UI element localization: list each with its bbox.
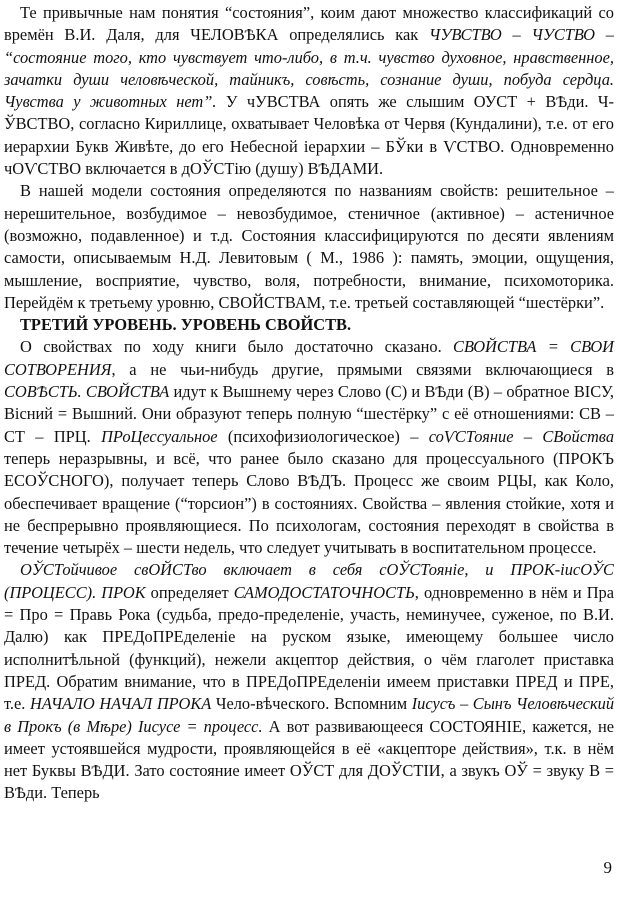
paragraph [4, 559, 614, 804]
text-run: , одновременно в нём и Пра = Про = Правь Рока (судьба, предо-пределенiе, участь, неминучее, суженое, по В.И. Далю) как ПРЕДоПРЕделенiе на руском языке, имеющему большее число исполнитѣльной (функций), нежели акцептор действия, о чём глаголет приставка ПРЕД. Обратим внимание, что в ПРЕДоПРЕделенiи имеем приставки ПРЕД и ПРЕ, т.е. [4, 582, 614, 714]
page-number: 9 [603, 858, 612, 877]
italic-text-run: Iисусъ – Сынъ Человѣческий в Прокъ (в Мѣре) Iисусе = процесс. [4, 694, 615, 736]
text-run: В нашей модели состояния определяются по названиям свойств: решительное – нерешительное, возбудимое – невозбудимое, стеничное (активное) – астеничное (возможно, подавленное) и т.д. Состояния классифицируются по десяти явлениям самости, описываемым Н.Д. Левитовым ( М., 1986 ): память, эмоции, ощущения, мышление, восприятие, чувство, воля, потребности, внимание, психомоторика. Перейдём к третьему уровню, СВОЙСТВАМ, т.е. третьей составляющей “шестёрки”. [4, 181, 614, 312]
section-heading [4, 314, 614, 336]
italic-text-run: НАЧАЛО НАЧАЛ ПРОКА [30, 694, 212, 714]
text-run: идут к Вышнему через Слово (С) и ВѢди (В) – обратное ВIСУ, Вiсний = Вышний. Они образуют теперь полную “шестёрку” с её отношениями: СВ – СТ – ПРЦ. [4, 382, 614, 446]
text-run: определяет [145, 582, 234, 602]
text-run: О свойствах по ходу книги было достаточно сказано. [20, 337, 454, 357]
paragraph [4, 180, 614, 314]
paragraph [4, 336, 614, 559]
italic-text-run: соѴСТояние – СВойства [428, 426, 615, 446]
text-run: А вот развивающееся СОСТОЯНIЕ, кажется, не имеет устоявшейся мудрости, проявляющейся в её «акцепторе действия», т.к. в нём нет Буквы ВѢДИ. Зато состояние имеет ОЎСТ для ДОЎСТIИ, а звукъ ОЎ = звуку В = ВѢди. Теперь [4, 716, 614, 803]
italic-text-run: ОЎСТойчивое свОЙСТво включает в себя сОЎСТоянiе, и ПРОК-iисОЎС (ПРОЦЕСС). ПРОК [4, 560, 614, 602]
italic-text-run: СОВѢСТЬ. СВОЙСТВА [4, 382, 170, 402]
italic-text-run: СВОЙСТВА = СВОИ СОТВОРЕНИЯ [4, 337, 614, 379]
text-run: Те привычные нам понятия “состояния”, коим дают множество классификаций со времён В.И. Даля, для ЧЕЛОВѢКА определялись как [4, 3, 614, 45]
text-run: ТРЕТИЙ УРОВЕНЬ. УРОВЕНЬ СВОЙСТВ. [20, 315, 352, 335]
body-text [4, 2, 614, 805]
paragraph [4, 2, 614, 180]
italic-text-run: САМОДОСТАТОЧНОСТЬ [233, 582, 415, 602]
text-run: , а не чьи-нибудь другие, прямыми связями включающиеся в [111, 359, 614, 379]
italic-text-run: ЧУВСТВО – ЧУСТВО – “состояние того, кто чувствует что-либо, в т.ч. чувство духовное, нравственное, зачатки души человѣческой, тайникъ, совѣсть, сознание души, побуда сердца. Чувства у животных нет”. [4, 25, 615, 112]
text-run: (психофизиологическое) – [217, 426, 429, 446]
text-run: Чело-вѣческого. Вспомним [211, 694, 412, 714]
italic-text-run: ПРоЦессуальное [101, 426, 218, 446]
text-run: У чУВСТВА опять же слышим ОУСТ + ВѢди. Ч-ЎВСТВО, согласно Кириллице, охватывает Человѣка от Червя (Кундалини), т.е. от его иерархии Букв Живѣте, до его Небесной iерархии – БЎки в ѴСТВО. Одновременно чОѴСТВО включается в дОЎСТiю (душу) ВѢДАМИ. [4, 92, 614, 179]
text-run: теперь неразрывны, и всё, что ранее было сказано для процессуального (ПРОКЪ ЕСОЎСНОГО), получает теперь Слово ВѢДЪ. Процесс же своим РЦЫ, как Коло, обеспечивает вращение (“торсион”) в состояниях. Свойства – явления стойкие, хотя и не беспрерывно проявляющиеся. По психологам, состояния переходят в свойства в течение четырёх – шести недель, что следует учитывать в воспитательном процессе. [4, 448, 614, 558]
